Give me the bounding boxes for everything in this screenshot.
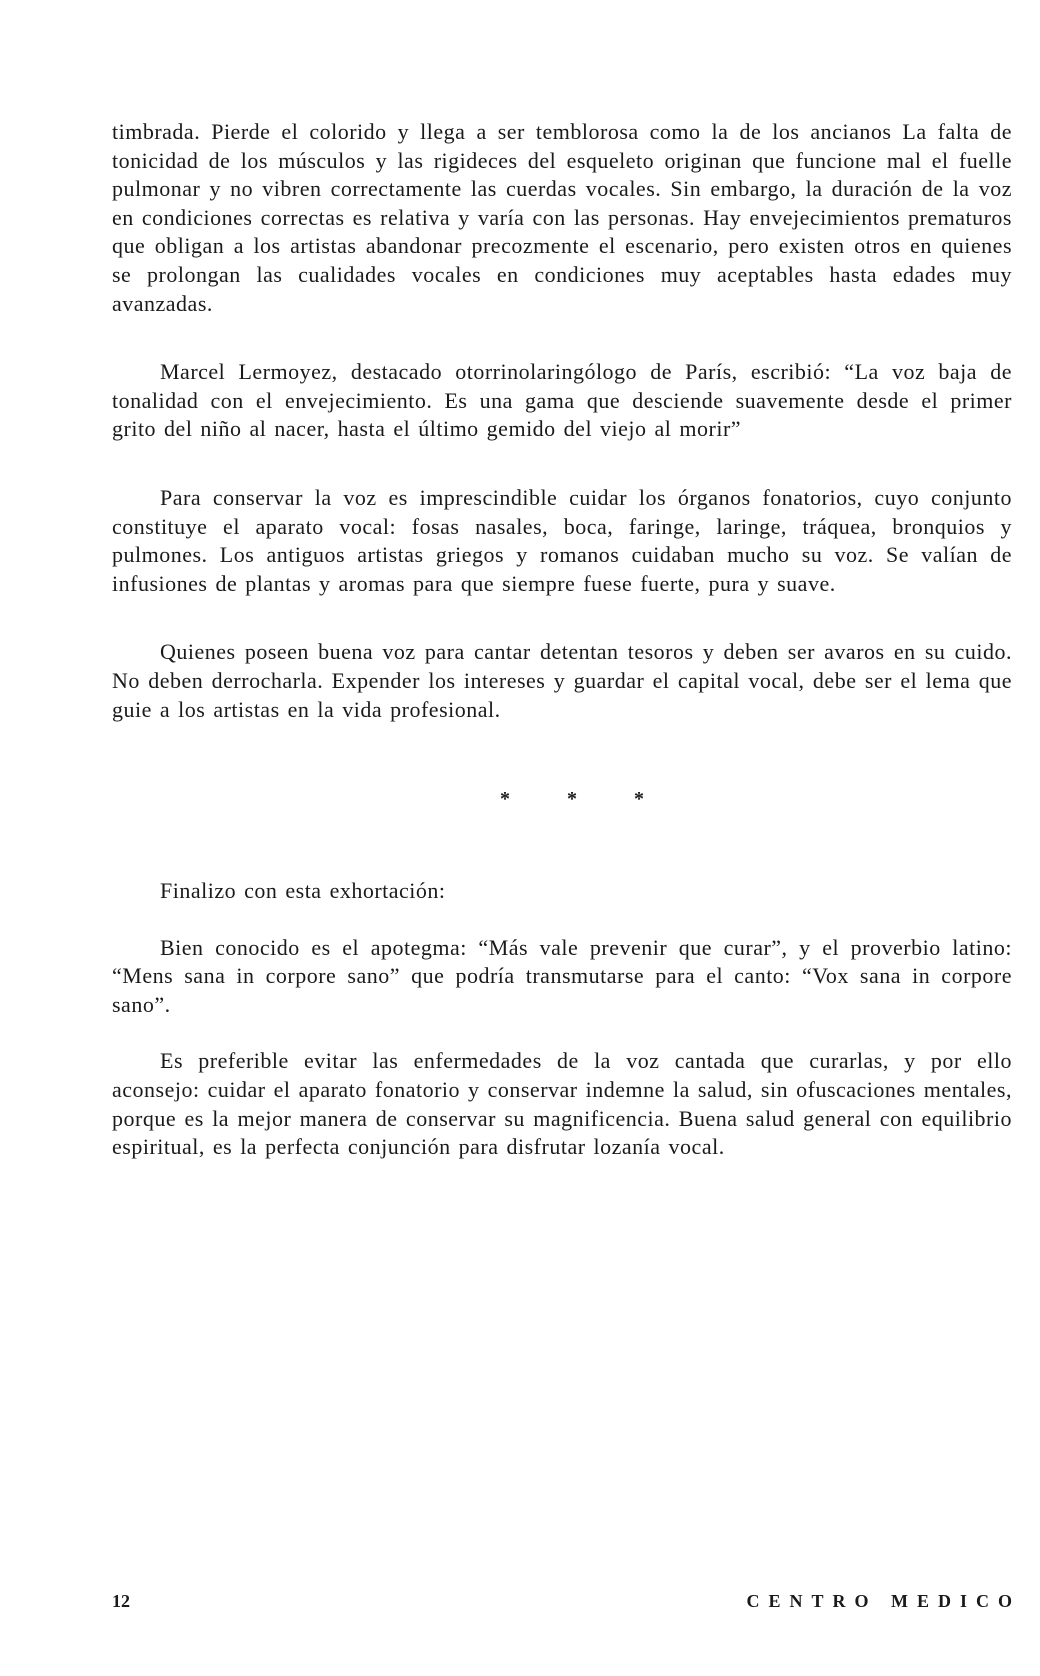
- paragraph-exhortation-intro: Finalizo con esta exhortación:: [160, 878, 446, 904]
- paragraph-advice: Es preferible evitar las enfermedades de la voz cantada que curarlas, y por ello aconsejo: cuidar el aparato fonatorio y conservar indemne la salud, sin ofuscaciones mentales, porque es la mejor manera de conservar su magnificencia. Buena salud general con equilibrio espiritual, es la perfecta conjunción para disfrutar lozanía vocal.: [112, 1048, 1012, 1160]
- section-separator: * * *: [500, 788, 670, 811]
- page-body: [112, 118, 1012, 1162]
- paragraph-apothegm: Bien conocido es el apotegma: “Más vale prevenir que curar”, y el proverbio latino: “Mens sana in corpore sano” que podría transmutarse para el canto: “Vox sana in corpore sano”.: [112, 934, 1012, 1017]
- paragraph-vocal-treasure: Quienes poseen buena voz para cantar detentan tesoros y deben ser avaros en su cuido. No deben derrocharla. Expender los intereses y guardar el capital vocal, debe ser el lema que guie a los artistas en la vida profesional.: [112, 639, 1012, 722]
- publication-title: CENTRO MEDICO: [746, 1591, 1021, 1611]
- page-footer: [112, 1591, 1021, 1612]
- page-number: 12: [112, 1591, 130, 1611]
- paragraph-vocal-organs: Para conservar la voz es imprescindible cuidar los órganos fonatorios, cuyo conjunto constituye el aparato vocal: fosas nasales, boca, faringe, laringe, tráquea, bronquios y pulmones. Los antiguos artistas griegos y romanos cuidaban mucho su voz. Se valían de infusiones de plantas y aromas para que siempre fuese fuerte, pura y suave.: [112, 484, 1012, 596]
- paragraph-continuation: timbrada. Pierde el colorido y llega a ser temblorosa como la de los ancianos La falta de tonicidad de los músculos y las rigideces del esqueleto originan que funcione mal el fuelle pulmonar y no vibren correctamente las cuerdas vocales. Sin embargo, la duración de la voz en condiciones correctas es relativa y varía con las personas. Hay envejecimientos prematuros que obligan a los artistas abandonar precozmente el escenario, pero existen otros en quienes se prolongan las cualidades vocales en condiciones muy aceptables hasta edades muy avanzadas.: [112, 119, 1012, 316]
- paragraph-lermoyez-quote: Marcel Lermoyez, destacado otorrinolaringólogo de París, escribió: “La voz baja de tonalidad con el envejecimiento. Es una gama que desciende suavemente desde el primer grito del niño al nacer, hasta el último gemido del viejo al morir”: [112, 359, 1012, 442]
